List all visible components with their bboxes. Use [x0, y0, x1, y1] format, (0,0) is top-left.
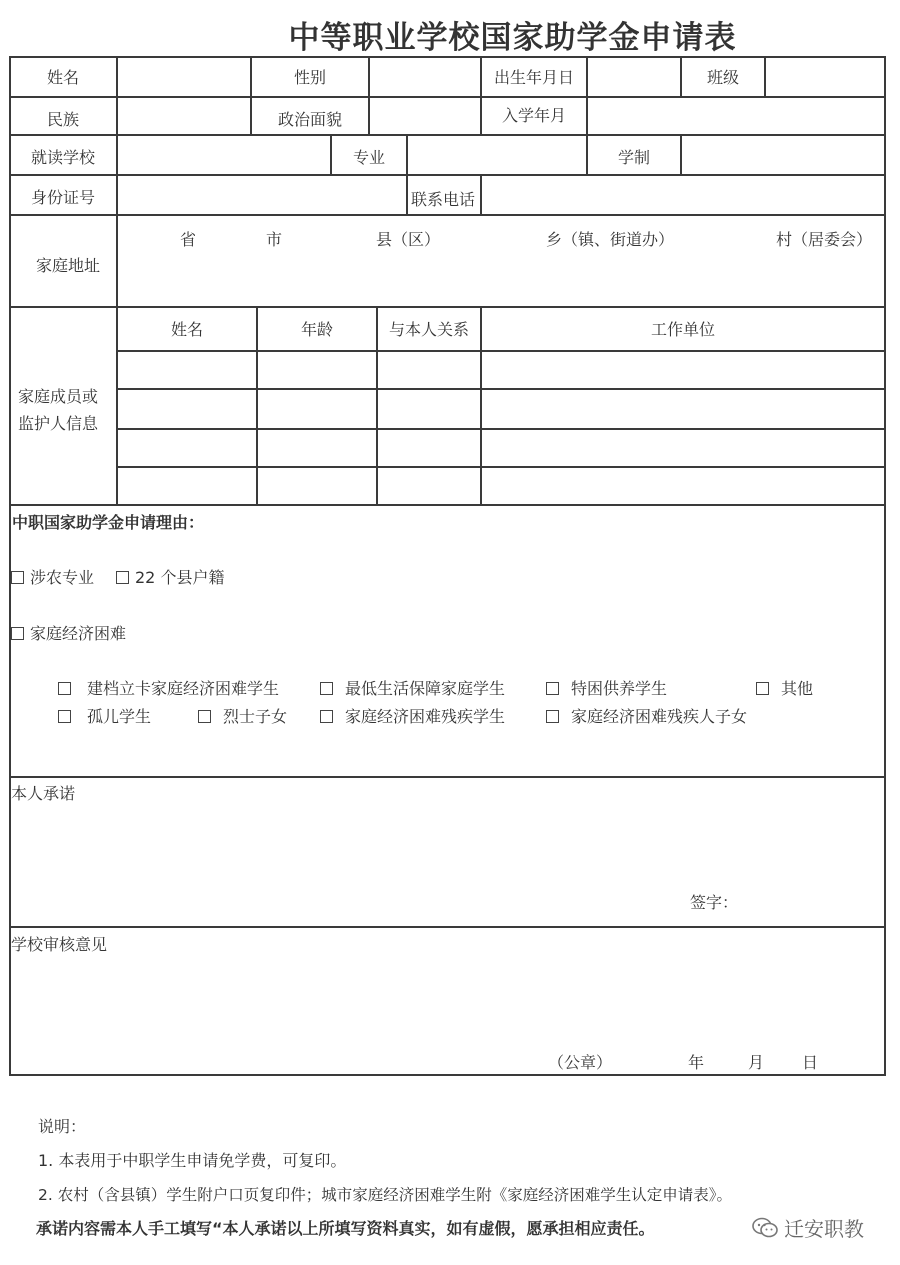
option-agri[interactable] — [11, 565, 94, 588]
checkbox-icon — [320, 710, 333, 723]
address-city: 市 — [266, 230, 283, 249]
option-agri-label: 涉农专业 — [30, 568, 95, 587]
col-work-header: 工作单位 — [650, 319, 715, 339]
checkbox-icon — [320, 682, 333, 695]
seal-label: （公章） — [548, 1053, 613, 1072]
option-poor[interactable] — [11, 621, 126, 644]
ethnicity-field[interactable] — [118, 98, 250, 134]
enroll-field[interactable] — [588, 98, 884, 134]
major-label: 专业 — [352, 147, 385, 167]
sub-option-1[interactable] — [58, 676, 279, 699]
checkbox-icon — [58, 710, 71, 723]
name-field[interactable] — [118, 57, 250, 96]
rule — [116, 350, 886, 352]
rule — [9, 776, 886, 778]
watermark — [752, 1213, 864, 1242]
address-town: 乡（镇、街道办） — [546, 230, 675, 249]
sub-option-5[interactable] — [58, 704, 151, 727]
name-label: 姓名 — [46, 68, 79, 87]
birth-label: 出生年月日 — [493, 68, 574, 87]
checkbox-icon — [546, 710, 559, 723]
note-1: 1. 本表用于中职学生申请免学费，可复印。 — [38, 1151, 347, 1170]
sub-option-2[interactable] — [320, 676, 505, 699]
duration-label: 学制 — [617, 147, 650, 167]
idcard-label: 身份证号 — [30, 187, 95, 207]
gender-field[interactable] — [370, 57, 480, 96]
option-22-counties[interactable] — [116, 565, 224, 588]
signature-label: 签字： — [690, 893, 739, 912]
gender-label: 性别 — [293, 68, 326, 87]
checkbox-icon — [58, 682, 71, 695]
year-label: 年 — [688, 1053, 705, 1072]
ethnicity-label: 民族 — [46, 109, 79, 129]
school-field[interactable] — [118, 136, 330, 174]
sub-option-3-label: 特困供养学生 — [571, 679, 668, 698]
sub-option-7[interactable] — [320, 704, 505, 727]
class-field[interactable] — [766, 57, 884, 96]
sub-option-7-label: 家庭经济困难残疾学生 — [345, 707, 506, 726]
political-field[interactable] — [370, 98, 480, 134]
watermark-text: 迁安职教 — [784, 1217, 864, 1241]
sub-option-1-label: 建档立卡家庭经济困难学生 — [87, 679, 280, 698]
notes-heading: 说明： — [38, 1117, 87, 1136]
sub-option-4[interactable] — [756, 676, 813, 699]
form-title: 中等职业学校国家助学金申请表 — [288, 20, 737, 56]
col-relation-header: 与本人关系 — [388, 319, 469, 339]
enroll-label: 入学年月 — [501, 105, 566, 125]
checkbox-icon — [11, 571, 24, 584]
note-3: 承诺内容需本人手工填写“本人承诺以上所填写资料真实，如有虚假，愿承担相应责任。 — [36, 1219, 655, 1238]
rule — [884, 56, 886, 1076]
sub-option-4-label: 其他 — [781, 679, 814, 698]
rule — [116, 466, 886, 468]
checkbox-icon — [11, 627, 24, 640]
address-province: 省 — [180, 230, 197, 249]
political-label: 政治面貌 — [277, 109, 342, 129]
sub-option-6-label: 烈士子女 — [223, 707, 288, 726]
rule — [116, 388, 886, 390]
checkbox-icon — [116, 571, 129, 584]
option-poor-label: 家庭经济困难 — [30, 624, 127, 643]
option-22-label: 22 个县户籍 — [135, 568, 225, 587]
sub-option-3[interactable] — [546, 676, 667, 699]
family-label-line1: 家庭成员或 — [18, 387, 99, 406]
address-village: 村（居委会） — [776, 230, 873, 249]
month-label: 月 — [748, 1053, 765, 1072]
promise-heading: 本人承诺 — [11, 784, 76, 803]
sub-option-5-label: 孤儿学生 — [87, 707, 152, 726]
checkbox-icon — [756, 682, 769, 695]
family-label-line2: 监护人信息 — [18, 414, 99, 433]
sub-option-8-label: 家庭经济困难残疾人子女 — [571, 707, 748, 726]
duration-field[interactable] — [682, 136, 884, 174]
day-label: 日 — [802, 1053, 819, 1072]
school-label: 就读学校 — [30, 147, 95, 167]
col-age-header: 年龄 — [300, 319, 333, 339]
major-field[interactable] — [408, 136, 586, 174]
phone-label: 联系电话 — [410, 189, 475, 209]
birth-field[interactable] — [588, 57, 680, 96]
note-2: 2. 农村（含县镇）学生附户口页复印件；城市家庭经济困难学生附《家庭经济困难学生认定申请表》。 — [38, 1186, 732, 1204]
col-name-header: 姓名 — [170, 319, 203, 339]
rule — [116, 428, 886, 430]
sub-option-6[interactable] — [198, 704, 287, 727]
address-label: 家庭地址 — [35, 255, 100, 275]
checkbox-icon — [546, 682, 559, 695]
rule — [9, 1074, 886, 1076]
reason-heading: 中职国家助学金申请理由： — [12, 513, 205, 532]
address-county: 县（区） — [376, 230, 441, 249]
checkbox-icon — [198, 710, 211, 723]
sub-option-8[interactable] — [546, 704, 747, 727]
wechat-icon — [752, 1217, 778, 1239]
phone-field[interactable] — [482, 176, 884, 214]
rule — [9, 504, 886, 506]
idcard-field[interactable] — [118, 176, 406, 214]
review-heading: 学校审核意见 — [11, 935, 108, 954]
sub-option-2-label: 最低生活保障家庭学生 — [345, 679, 506, 698]
rule — [9, 926, 886, 928]
class-label: 班级 — [706, 68, 739, 87]
